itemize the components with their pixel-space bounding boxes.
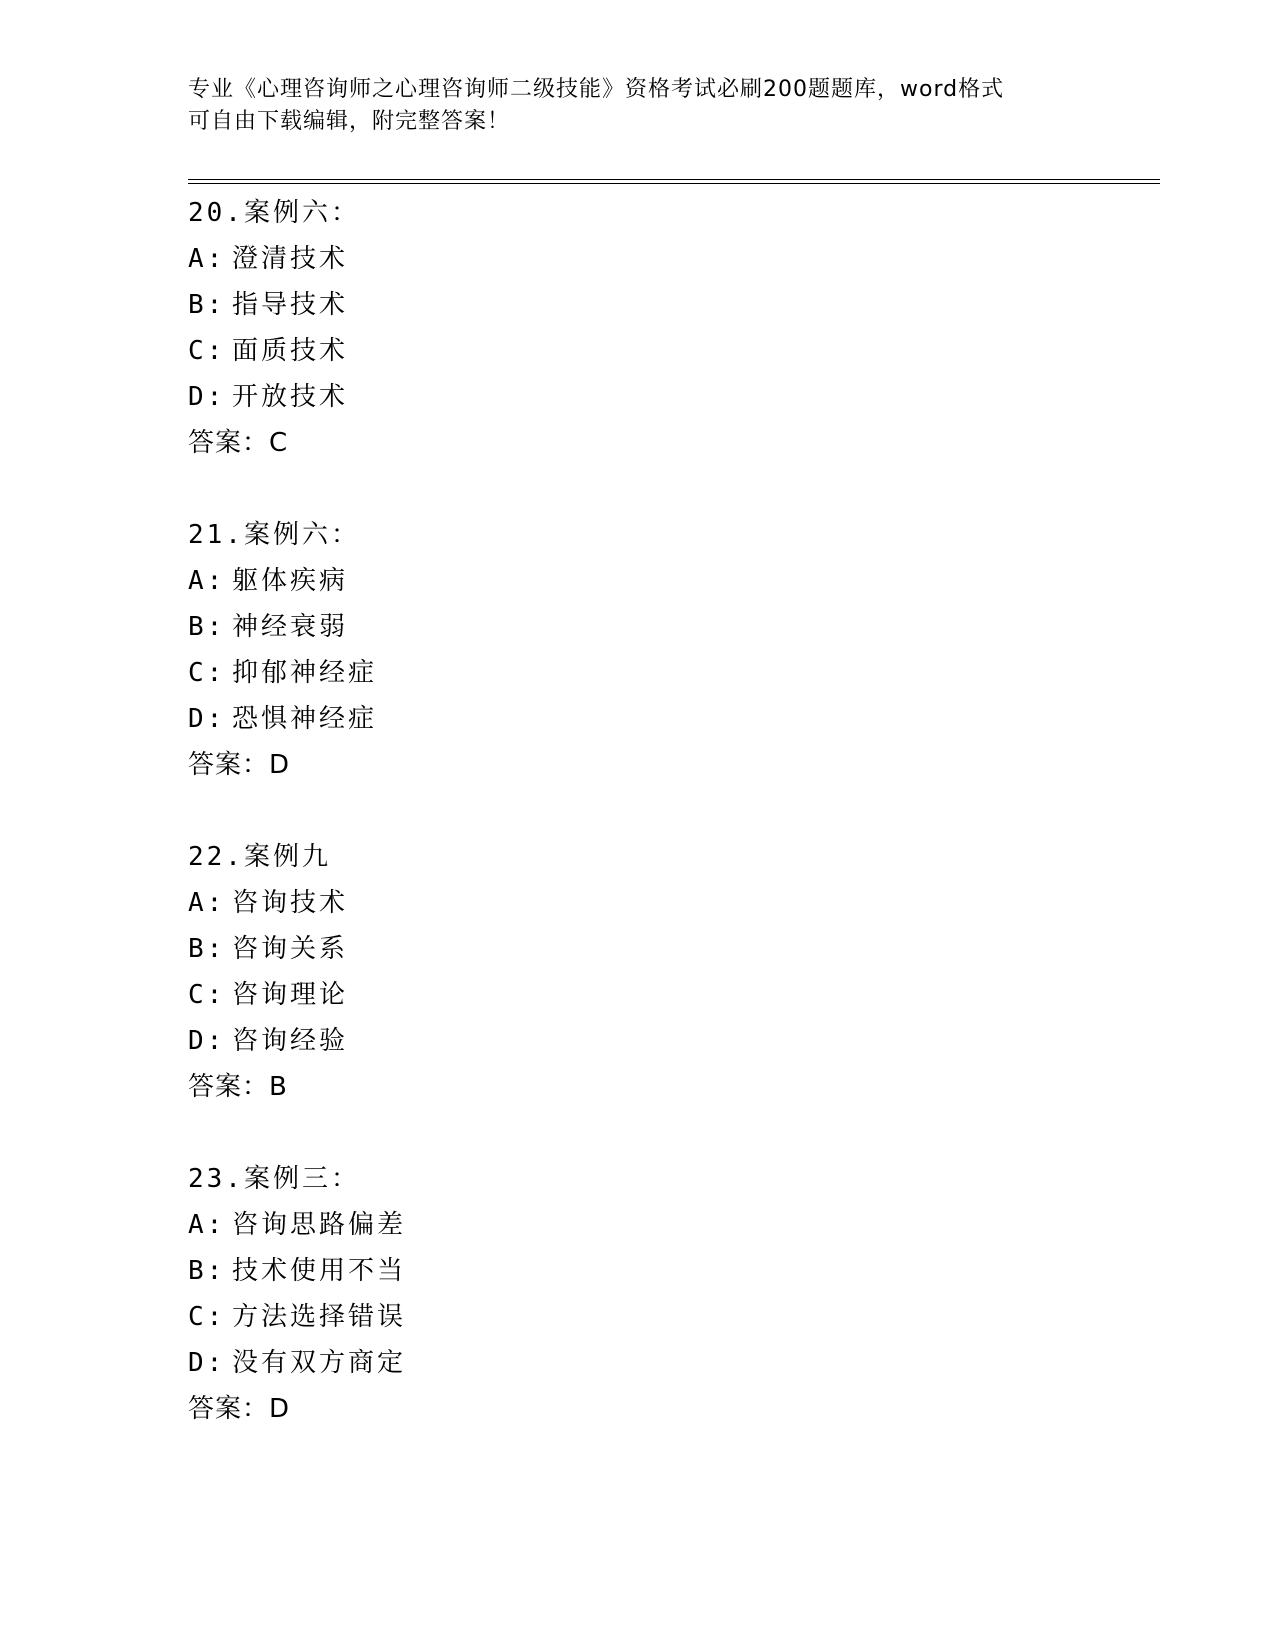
option-letter: D:	[188, 1026, 226, 1056]
option-text: 神经衰弱	[232, 612, 349, 642]
answer-line: 答案：B	[188, 1072, 288, 1102]
option-d	[188, 374, 1088, 420]
answer-line: 答案：D	[188, 1394, 291, 1424]
option-text: 咨询思路偏差	[232, 1210, 407, 1240]
option-c	[188, 972, 1088, 1018]
option-text: 面质技术	[232, 336, 349, 366]
option-letter: C:	[188, 980, 226, 1010]
option-b	[188, 926, 1088, 972]
option-d	[188, 696, 1088, 742]
option-letter: D:	[188, 382, 226, 412]
option-text: 指导技术	[232, 290, 349, 320]
option-c	[188, 328, 1088, 374]
question-title: 22.案例九	[188, 842, 331, 872]
question-22	[188, 834, 1088, 1110]
option-a	[188, 236, 1088, 282]
header-line-1: 专业《心理咨询师之心理咨询师二级技能》资格考试必刷200题题库，word格式	[188, 77, 1005, 102]
option-b	[188, 1248, 1088, 1294]
option-text: 技术使用不当	[232, 1256, 407, 1286]
option-c	[188, 1294, 1088, 1340]
option-text: 躯体疾病	[232, 566, 349, 596]
option-text: 咨询关系	[232, 934, 349, 964]
option-text: 恐惧神经症	[232, 704, 378, 734]
option-a	[188, 558, 1088, 604]
answer-line: 答案：C	[188, 428, 289, 458]
document-header	[188, 74, 1088, 138]
option-d	[188, 1340, 1088, 1386]
question-21	[188, 512, 1088, 788]
option-letter: B:	[188, 290, 226, 320]
header-line-2: 可自由下载编辑，附完整答案！	[188, 109, 511, 134]
option-b	[188, 604, 1088, 650]
option-text: 咨询经验	[232, 1026, 349, 1056]
question-list	[188, 190, 1088, 1478]
option-letter: C:	[188, 658, 226, 688]
option-d	[188, 1018, 1088, 1064]
option-letter: C:	[188, 1302, 226, 1332]
option-letter: D:	[188, 1348, 226, 1378]
option-text: 咨询技术	[232, 888, 349, 918]
question-20	[188, 190, 1088, 466]
option-letter: A:	[188, 888, 226, 918]
option-b	[188, 282, 1088, 328]
option-text: 开放技术	[232, 382, 349, 412]
option-text: 咨询理论	[232, 980, 349, 1010]
option-a	[188, 880, 1088, 926]
option-a	[188, 1202, 1088, 1248]
header-divider-bottom	[188, 183, 1160, 184]
option-letter: A:	[188, 244, 226, 274]
question-title: 20.案例六：	[188, 198, 360, 228]
answer-line: 答案：D	[188, 750, 291, 780]
option-letter: B:	[188, 612, 226, 642]
option-c	[188, 650, 1088, 696]
question-title: 21.案例六：	[188, 520, 360, 550]
option-text: 方法选择错误	[232, 1302, 407, 1332]
option-letter: B:	[188, 934, 226, 964]
option-letter: D:	[188, 704, 226, 734]
option-letter: A:	[188, 1210, 226, 1240]
option-letter: B:	[188, 1256, 226, 1286]
option-text: 抑郁神经症	[232, 658, 378, 688]
header-divider-top	[188, 179, 1160, 180]
question-23	[188, 1156, 1088, 1432]
option-letter: A:	[188, 566, 226, 596]
question-title: 23.案例三：	[188, 1164, 360, 1194]
option-text: 澄清技术	[232, 244, 349, 274]
option-text: 没有双方商定	[232, 1348, 407, 1378]
option-letter: C:	[188, 336, 226, 366]
